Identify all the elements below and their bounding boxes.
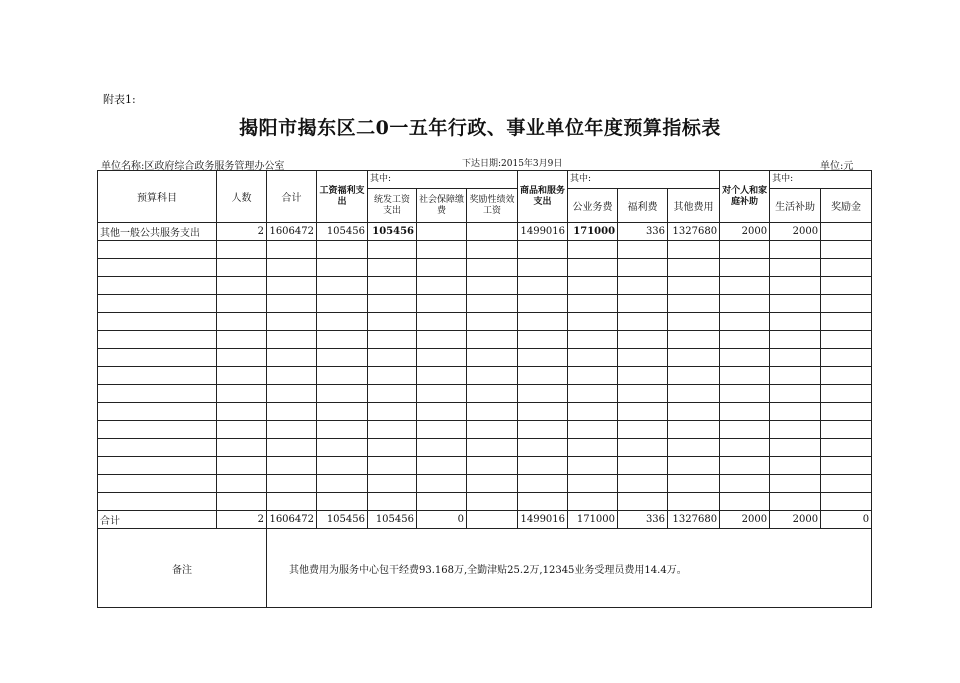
empty-cell <box>618 367 668 385</box>
empty-cell <box>317 349 368 367</box>
empty-cell <box>770 241 821 259</box>
empty-cell <box>98 241 217 259</box>
empty-cell <box>518 295 568 313</box>
empty-cell <box>417 457 467 475</box>
empty-cell <box>98 313 217 331</box>
empty-row <box>98 403 872 421</box>
cell-total: 1606472 <box>267 223 317 241</box>
empty-row <box>98 475 872 493</box>
empty-cell <box>720 277 770 295</box>
empty-cell <box>368 349 417 367</box>
empty-cell <box>618 349 668 367</box>
empty-cell <box>267 295 317 313</box>
empty-cell <box>618 259 668 277</box>
empty-cell <box>217 439 267 457</box>
empty-cell <box>568 331 618 349</box>
empty-cell <box>417 421 467 439</box>
empty-cell <box>317 403 368 421</box>
cell-other-expense: 1327680 <box>668 223 720 241</box>
empty-cell <box>618 403 668 421</box>
cell-social-security <box>417 223 467 241</box>
empty-cell <box>821 313 872 331</box>
empty-cell <box>317 241 368 259</box>
empty-cell <box>720 313 770 331</box>
empty-cell <box>568 439 618 457</box>
empty-cell <box>518 349 568 367</box>
total-row <box>98 511 872 529</box>
header-office-expense: 公业务费 <box>568 189 618 223</box>
total-total: 1606472 <box>267 511 317 529</box>
empty-cell <box>98 493 217 511</box>
empty-cell <box>668 349 720 367</box>
empty-cell <box>267 331 317 349</box>
currency-unit: 单位:元 <box>820 161 854 172</box>
empty-cell <box>821 439 872 457</box>
empty-cell <box>317 475 368 493</box>
empty-cell <box>568 475 618 493</box>
empty-cell <box>317 493 368 511</box>
empty-cell <box>417 439 467 457</box>
empty-cell <box>267 403 317 421</box>
empty-cell <box>417 313 467 331</box>
empty-row <box>98 385 872 403</box>
empty-cell <box>720 457 770 475</box>
empty-cell <box>417 277 467 295</box>
empty-cell <box>368 367 417 385</box>
empty-cell <box>98 259 217 277</box>
empty-cell <box>417 385 467 403</box>
empty-cell <box>568 403 618 421</box>
cell-office-expense: 171000 <box>568 223 618 241</box>
empty-cell <box>467 457 518 475</box>
empty-cell <box>821 493 872 511</box>
empty-row <box>98 241 872 259</box>
empty-cell <box>770 331 821 349</box>
empty-cell <box>518 421 568 439</box>
empty-cell <box>98 385 217 403</box>
empty-cell <box>720 385 770 403</box>
empty-cell <box>720 295 770 313</box>
empty-cell <box>317 331 368 349</box>
empty-cell <box>217 349 267 367</box>
empty-cell <box>217 241 267 259</box>
empty-cell <box>770 259 821 277</box>
empty-cell <box>518 457 568 475</box>
empty-cell <box>467 349 518 367</box>
total-subject: 合计 <box>98 511 217 529</box>
empty-cell <box>467 403 518 421</box>
empty-cell <box>770 493 821 511</box>
empty-cell <box>568 457 618 475</box>
empty-cell <box>821 349 872 367</box>
empty-cell <box>467 439 518 457</box>
empty-cell <box>467 241 518 259</box>
empty-cell <box>317 457 368 475</box>
empty-cell <box>720 367 770 385</box>
empty-cell <box>821 421 872 439</box>
empty-cell <box>267 439 317 457</box>
empty-cell <box>217 475 267 493</box>
empty-cell <box>720 475 770 493</box>
empty-cell <box>618 439 668 457</box>
empty-cell <box>217 259 267 277</box>
empty-cell <box>417 331 467 349</box>
empty-cell <box>770 457 821 475</box>
empty-cell <box>770 367 821 385</box>
empty-cell <box>267 367 317 385</box>
empty-cell <box>618 421 668 439</box>
empty-cell <box>668 385 720 403</box>
empty-cell <box>668 241 720 259</box>
empty-cell <box>417 403 467 421</box>
empty-cell <box>217 403 267 421</box>
empty-cell <box>668 439 720 457</box>
empty-cell <box>668 475 720 493</box>
total-wage-welfare: 105456 <box>317 511 368 529</box>
empty-cell <box>417 259 467 277</box>
empty-cell <box>668 367 720 385</box>
empty-cell <box>518 313 568 331</box>
empty-cell <box>217 421 267 439</box>
empty-cell <box>217 331 267 349</box>
empty-cell <box>98 367 217 385</box>
empty-cell <box>668 493 720 511</box>
header-total: 合计 <box>267 171 317 223</box>
total-unified-wage: 105456 <box>368 511 417 529</box>
empty-cell <box>267 457 317 475</box>
empty-cell <box>98 439 217 457</box>
empty-cell <box>98 457 217 475</box>
empty-cell <box>770 439 821 457</box>
empty-cell <box>317 385 368 403</box>
empty-row <box>98 331 872 349</box>
header-individual-subsidy: 对个人和家庭补助 <box>720 171 770 223</box>
header-subject: 预算科目 <box>98 171 217 223</box>
empty-cell <box>267 349 317 367</box>
empty-cell <box>368 475 417 493</box>
total-bonus: 0 <box>821 511 872 529</box>
empty-cell <box>368 385 417 403</box>
empty-cell <box>618 457 668 475</box>
empty-cell <box>98 349 217 367</box>
header-wage-sub-label: 其中: <box>368 171 518 189</box>
empty-cell <box>668 421 720 439</box>
empty-cell <box>467 331 518 349</box>
empty-cell <box>217 385 267 403</box>
empty-cell <box>467 475 518 493</box>
empty-cell <box>618 475 668 493</box>
empty-cell <box>668 313 720 331</box>
header-other-expense: 其他费用 <box>668 189 720 223</box>
empty-cell <box>417 295 467 313</box>
empty-cell <box>317 313 368 331</box>
total-goods-services: 1499016 <box>518 511 568 529</box>
empty-cell <box>568 313 618 331</box>
empty-cell <box>568 349 618 367</box>
cell-bonus <box>821 223 872 241</box>
empty-cell <box>618 331 668 349</box>
empty-cell <box>518 493 568 511</box>
empty-cell <box>720 349 770 367</box>
empty-cell <box>98 331 217 349</box>
empty-cell <box>668 259 720 277</box>
total-living-subsidy: 2000 <box>770 511 821 529</box>
annex-label: 附表1: <box>103 93 136 106</box>
empty-cell <box>518 367 568 385</box>
empty-row <box>98 259 872 277</box>
empty-cell <box>518 259 568 277</box>
empty-cell <box>417 349 467 367</box>
empty-cell <box>267 259 317 277</box>
empty-cell <box>98 277 217 295</box>
total-office-expense: 171000 <box>568 511 618 529</box>
header-bonus: 奖励金 <box>821 189 872 223</box>
unit-name: 单位名称:区政府综合政务服务管理办公室 <box>101 161 285 172</box>
remark-row <box>98 529 872 608</box>
empty-cell <box>317 439 368 457</box>
empty-row <box>98 313 872 331</box>
empty-cell <box>821 295 872 313</box>
total-performance-wage <box>467 511 518 529</box>
empty-cell <box>770 403 821 421</box>
empty-cell <box>467 277 518 295</box>
empty-cell <box>267 385 317 403</box>
empty-cell <box>267 493 317 511</box>
remark-label: 备注 <box>98 529 267 608</box>
empty-cell <box>770 421 821 439</box>
header-performance-wage: 奖励性绩效工资 <box>467 189 518 223</box>
header-subsidy-sub-label: 其中: <box>770 171 872 189</box>
empty-cell <box>368 313 417 331</box>
empty-cell <box>518 277 568 295</box>
empty-cell <box>720 331 770 349</box>
empty-row <box>98 421 872 439</box>
header-row-top <box>98 171 872 189</box>
empty-cell <box>317 259 368 277</box>
empty-cell <box>720 403 770 421</box>
table-row <box>98 223 872 241</box>
empty-cell <box>770 385 821 403</box>
page-title: 揭阳市揭东区二0一五年行政、事业单位年度预算指标表 <box>239 117 721 139</box>
empty-cell <box>317 295 368 313</box>
remark-text: 其他费用为服务中心包干经费93.168万,全勤津贴25.2万,12345业务受理员费用14.4万。 <box>267 529 872 608</box>
empty-cell <box>568 385 618 403</box>
empty-cell <box>217 493 267 511</box>
cell-welfare-expense: 336 <box>618 223 668 241</box>
empty-cell <box>568 295 618 313</box>
empty-cell <box>467 259 518 277</box>
empty-cell <box>417 241 467 259</box>
empty-row <box>98 439 872 457</box>
empty-cell <box>368 439 417 457</box>
header-wage-welfare: 工资福利支出 <box>317 171 368 223</box>
cell-wage-welfare: 105456 <box>317 223 368 241</box>
empty-cell <box>467 421 518 439</box>
empty-cell <box>267 475 317 493</box>
empty-cell <box>821 475 872 493</box>
empty-cell <box>518 385 568 403</box>
empty-cell <box>821 277 872 295</box>
cell-subject: 其他一般公共服务支出 <box>98 223 217 241</box>
empty-cell <box>368 295 417 313</box>
empty-cell <box>618 385 668 403</box>
empty-cell <box>720 439 770 457</box>
empty-cell <box>317 367 368 385</box>
empty-cell <box>518 403 568 421</box>
empty-cell <box>217 295 267 313</box>
empty-cell <box>821 385 872 403</box>
empty-cell <box>467 295 518 313</box>
empty-cell <box>467 313 518 331</box>
empty-row <box>98 457 872 475</box>
empty-cell <box>618 277 668 295</box>
empty-cell <box>368 421 417 439</box>
empty-cell <box>217 457 267 475</box>
empty-cell <box>518 475 568 493</box>
empty-cell <box>568 277 618 295</box>
empty-cell <box>668 457 720 475</box>
empty-cell <box>368 331 417 349</box>
empty-cell <box>821 331 872 349</box>
header-welfare-expense: 福利费 <box>618 189 668 223</box>
empty-cell <box>568 367 618 385</box>
empty-cell <box>668 295 720 313</box>
empty-cell <box>518 241 568 259</box>
empty-cell <box>368 403 417 421</box>
empty-cell <box>98 475 217 493</box>
empty-cell <box>668 331 720 349</box>
empty-cell <box>568 241 618 259</box>
empty-cell <box>368 259 417 277</box>
empty-row <box>98 349 872 367</box>
total-other-expense: 1327680 <box>668 511 720 529</box>
empty-row <box>98 277 872 295</box>
empty-cell <box>770 277 821 295</box>
empty-cell <box>770 295 821 313</box>
empty-cell <box>368 277 417 295</box>
empty-cell <box>467 385 518 403</box>
issue-date: 下达日期:2015年3月9日 <box>462 159 563 169</box>
header-goods-services: 商品和服务支出 <box>518 171 568 223</box>
empty-cell <box>668 277 720 295</box>
empty-cell <box>417 493 467 511</box>
header-living-subsidy: 生活补助 <box>770 189 821 223</box>
empty-cell <box>720 241 770 259</box>
empty-cell <box>821 403 872 421</box>
empty-cell <box>267 277 317 295</box>
empty-cell <box>518 331 568 349</box>
empty-cell <box>618 313 668 331</box>
cell-performance-wage <box>467 223 518 241</box>
empty-cell <box>770 349 821 367</box>
empty-cell <box>568 421 618 439</box>
empty-row <box>98 493 872 511</box>
header-people: 人数 <box>217 171 267 223</box>
empty-cell <box>821 259 872 277</box>
empty-cell <box>98 295 217 313</box>
empty-cell <box>568 259 618 277</box>
cell-unified-wage: 105456 <box>368 223 417 241</box>
empty-cell <box>98 403 217 421</box>
empty-cell <box>467 367 518 385</box>
empty-cell <box>98 421 217 439</box>
empty-cell <box>618 241 668 259</box>
total-welfare-expense: 336 <box>618 511 668 529</box>
empty-cell <box>217 367 267 385</box>
empty-cell <box>618 493 668 511</box>
cell-living-subsidy: 2000 <box>770 223 821 241</box>
cell-goods-services: 1499016 <box>518 223 568 241</box>
empty-cell <box>668 403 720 421</box>
total-individual-subsidy: 2000 <box>720 511 770 529</box>
empty-cell <box>568 493 618 511</box>
empty-cell <box>720 493 770 511</box>
empty-cell <box>467 493 518 511</box>
budget-table <box>97 170 872 608</box>
empty-cell <box>317 421 368 439</box>
empty-cell <box>770 475 821 493</box>
empty-cell <box>821 367 872 385</box>
empty-cell <box>821 457 872 475</box>
empty-cell <box>417 475 467 493</box>
empty-cell <box>618 295 668 313</box>
cell-individual-subsidy: 2000 <box>720 223 770 241</box>
cell-people: 2 <box>217 223 267 241</box>
empty-cell <box>217 277 267 295</box>
empty-cell <box>217 313 267 331</box>
empty-row <box>98 295 872 313</box>
total-people: 2 <box>217 511 267 529</box>
empty-cell <box>720 259 770 277</box>
header-unified-wage: 统发工资支出 <box>368 189 417 223</box>
empty-cell <box>267 313 317 331</box>
header-goods-sub-label: 其中: <box>568 171 720 189</box>
total-social-security: 0 <box>417 511 467 529</box>
empty-cell <box>518 439 568 457</box>
empty-cell <box>267 421 317 439</box>
empty-cell <box>720 421 770 439</box>
empty-cell <box>417 367 467 385</box>
empty-cell <box>821 241 872 259</box>
empty-cell <box>368 241 417 259</box>
header-social-security: 社会保障缴费 <box>417 189 467 223</box>
empty-row <box>98 367 872 385</box>
empty-cell <box>317 277 368 295</box>
empty-cell <box>368 457 417 475</box>
empty-cell <box>368 493 417 511</box>
empty-cell <box>770 313 821 331</box>
empty-cell <box>267 241 317 259</box>
